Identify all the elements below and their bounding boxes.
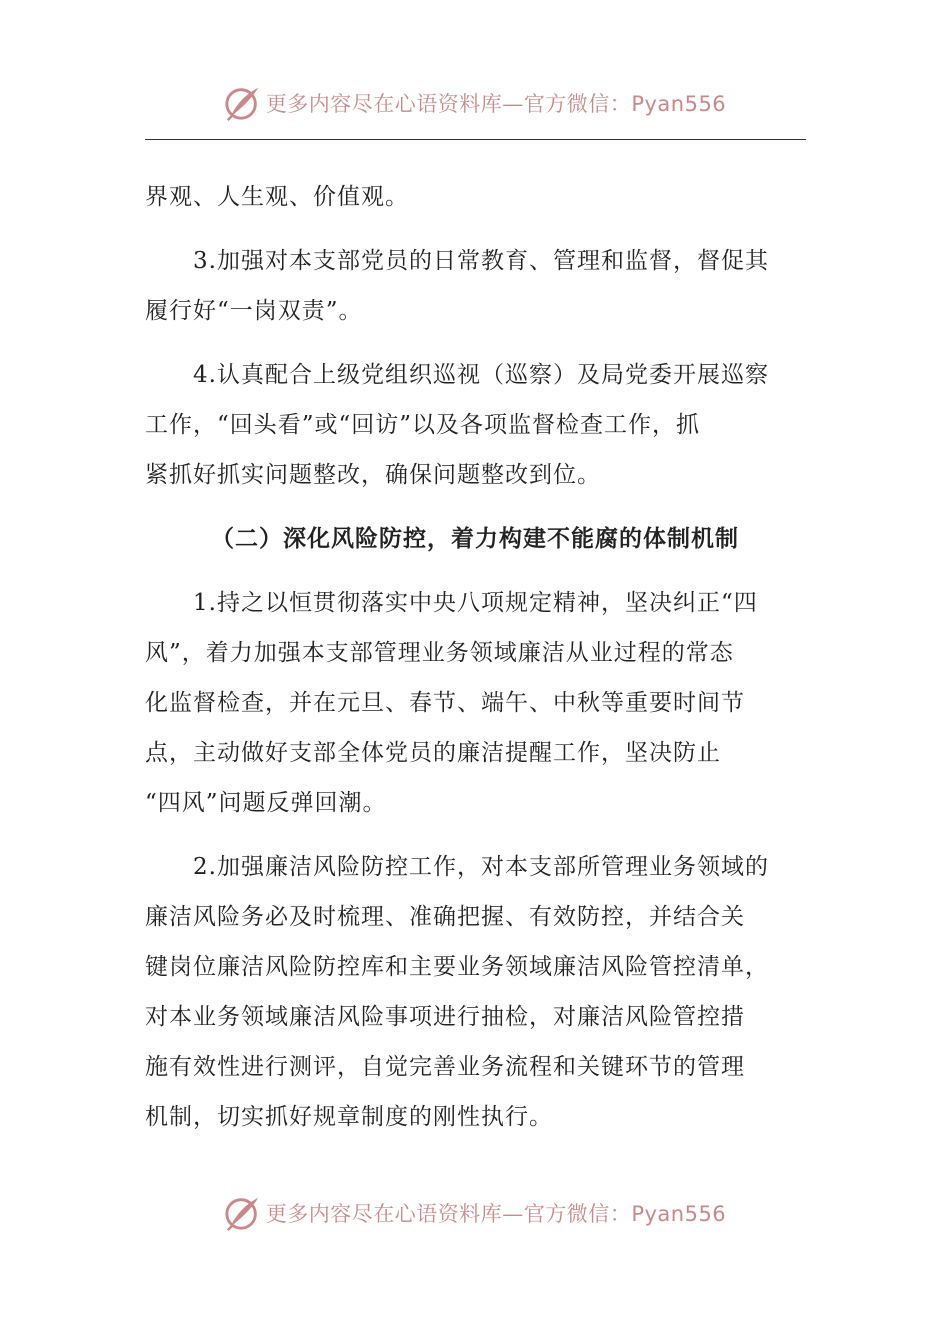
text-line: 2.加强廉洁风险防控工作，对本支部所管理业务领域的 <box>193 854 769 880</box>
paragraph <box>145 842 805 1142</box>
text-line: 履行好“一岗双责”。 <box>145 298 363 324</box>
document-body <box>145 172 805 1156</box>
watermark-text: 更多内容尽在心语资料库—官方微信：Pyan556 <box>265 1202 727 1226</box>
text-line: 3.加强对本支部党员的日常教育、管理和监督，督促其 <box>193 248 769 274</box>
text-line: 工作，“回头看”或“回访”以及各项监督检查工作，抓 <box>145 412 701 438</box>
text-line: “四风”问题反弹回潮。 <box>145 790 387 816</box>
text-line: 1.持之以恒贯彻落实中央八项规定精神，坚决纠正“四 <box>193 590 758 616</box>
paragraph <box>145 172 805 222</box>
watermark-text: 更多内容尽在心语资料库—官方微信：Pyan556 <box>265 92 727 116</box>
paragraph <box>145 578 805 828</box>
paragraph <box>145 236 805 336</box>
text-line: 廉洁风险务必及时梳理、准确把握、有效防控，并结合关 <box>145 904 745 930</box>
text-line: 键岗位廉洁风险防控库和主要业务领域廉洁风险管控清单， <box>145 954 769 980</box>
feather-logo-icon <box>224 1194 262 1232</box>
header-rule <box>145 139 806 140</box>
paragraph <box>145 350 805 500</box>
text-line: 4.认真配合上级党组织巡视（巡察）及局党委开展巡察 <box>193 362 769 388</box>
text-line: 紧抓好抓实问题整改，确保问题整改到位。 <box>145 462 601 488</box>
text-line: 化监督检查，并在元旦、春节、端午、中秋等重要时间节 <box>145 690 745 716</box>
section-heading: （二）深化风险防控，着力构建不能腐的体制机制 <box>211 526 739 552</box>
text-line: 界观、人生观、价值观。 <box>145 184 409 210</box>
text-line: 机制，切实抓好规章制度的刚性执行。 <box>145 1104 553 1130</box>
text-line: 施有效性进行测评，自觉完善业务流程和关键环节的管理 <box>145 1054 745 1080</box>
feather-logo-icon <box>224 84 262 122</box>
footer-watermark <box>0 1188 950 1238</box>
text-line: 对本业务领域廉洁风险事项进行抽检，对廉洁风险管控措 <box>145 1004 745 1030</box>
text-line: 风”，着力加强本支部管理业务领域廉洁从业过程的常态 <box>145 640 734 666</box>
text-line: 点，主动做好支部全体党员的廉洁提醒工作，坚决防止 <box>145 740 721 766</box>
header-watermark <box>0 78 950 128</box>
